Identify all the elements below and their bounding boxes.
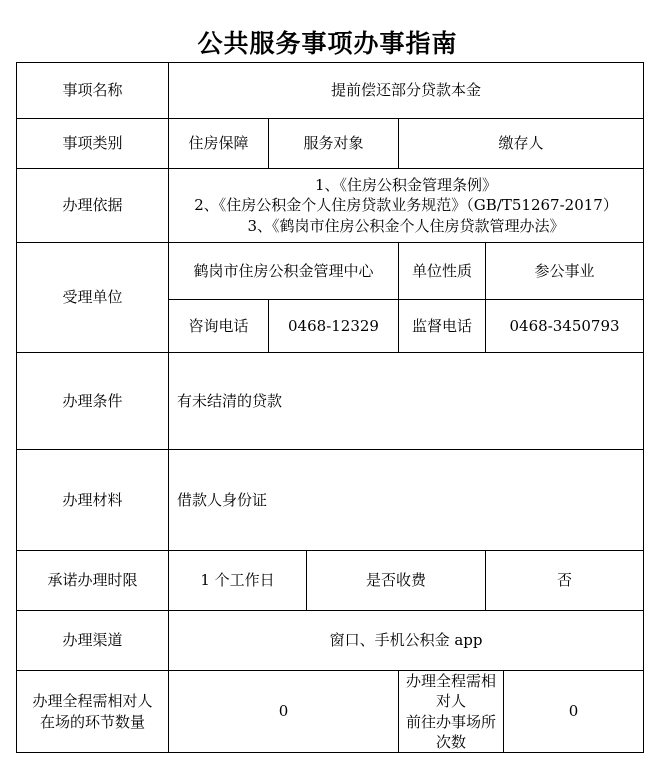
materials-value: 借款人身份证 [169, 450, 644, 551]
visits-label [399, 671, 504, 753]
conditions-label: 办理条件 [17, 353, 169, 450]
visits-value: 0 [504, 671, 644, 753]
service-target-value: 缴存人 [399, 119, 644, 169]
service-guide-table [16, 62, 644, 753]
onsite-label-line: 办理全程需相对人 [32, 692, 153, 711]
consult-phone-label: 咨询电话 [169, 300, 269, 353]
supervise-phone-value: 0468-3450793 [486, 300, 644, 353]
row-item-type [17, 119, 644, 169]
basis-label: 办理依据 [17, 169, 169, 243]
row-materials [17, 450, 644, 551]
time-limit-label: 承诺办理时限 [17, 551, 169, 611]
page-title: 公共服务事项办事指南 [197, 29, 458, 58]
basis-item: 2、《住房公积金个人住房贷款业务规范》（GB/T51267-2017） [194, 196, 618, 215]
unit-name: 鹤岗市住房公积金管理中心 [169, 243, 399, 300]
supervise-phone-label: 监督电话 [399, 300, 486, 353]
onsite-value: 0 [169, 671, 399, 753]
item-name-label: 事项名称 [17, 63, 169, 119]
row-item-name [17, 63, 644, 119]
basis-list [169, 169, 644, 243]
fee-label: 是否收费 [307, 551, 486, 611]
onsite-label-line: 在场的环节数量 [39, 712, 145, 731]
visits-label-line: 办理全程需相对人 [405, 672, 496, 711]
visits-label-line: 前往办事场所次数 [405, 712, 496, 751]
onsite-label [17, 671, 169, 753]
row-unit [17, 243, 644, 300]
fee-value: 否 [486, 551, 644, 611]
unit-nature-label: 单位性质 [399, 243, 486, 300]
materials-label: 办理材料 [17, 450, 169, 551]
consult-phone-value: 0468-12329 [269, 300, 399, 353]
row-conditions [17, 353, 644, 450]
row-time-limit [17, 551, 644, 611]
row-channel [17, 611, 644, 671]
item-type-value: 住房保障 [169, 119, 269, 169]
unit-nature-value: 参公事业 [486, 243, 644, 300]
row-basis [17, 169, 644, 243]
basis-item: 3、《鹤岗市住房公积金个人住房贷款管理办法》 [247, 216, 565, 235]
conditions-value: 有未结清的贷款 [169, 353, 644, 450]
item-name-value: 提前偿还部分贷款本金 [169, 63, 644, 119]
service-target-label: 服务对象 [269, 119, 399, 169]
channel-label: 办理渠道 [17, 611, 169, 671]
basis-item: 1、《住房公积金管理条例》 [315, 176, 498, 195]
row-onsite [17, 671, 644, 753]
channel-value: 窗口、手机公积金 app [169, 611, 644, 671]
unit-label: 受理单位 [17, 243, 169, 353]
item-type-label: 事项类别 [17, 119, 169, 169]
time-limit-value: 1 个工作日 [169, 551, 307, 611]
